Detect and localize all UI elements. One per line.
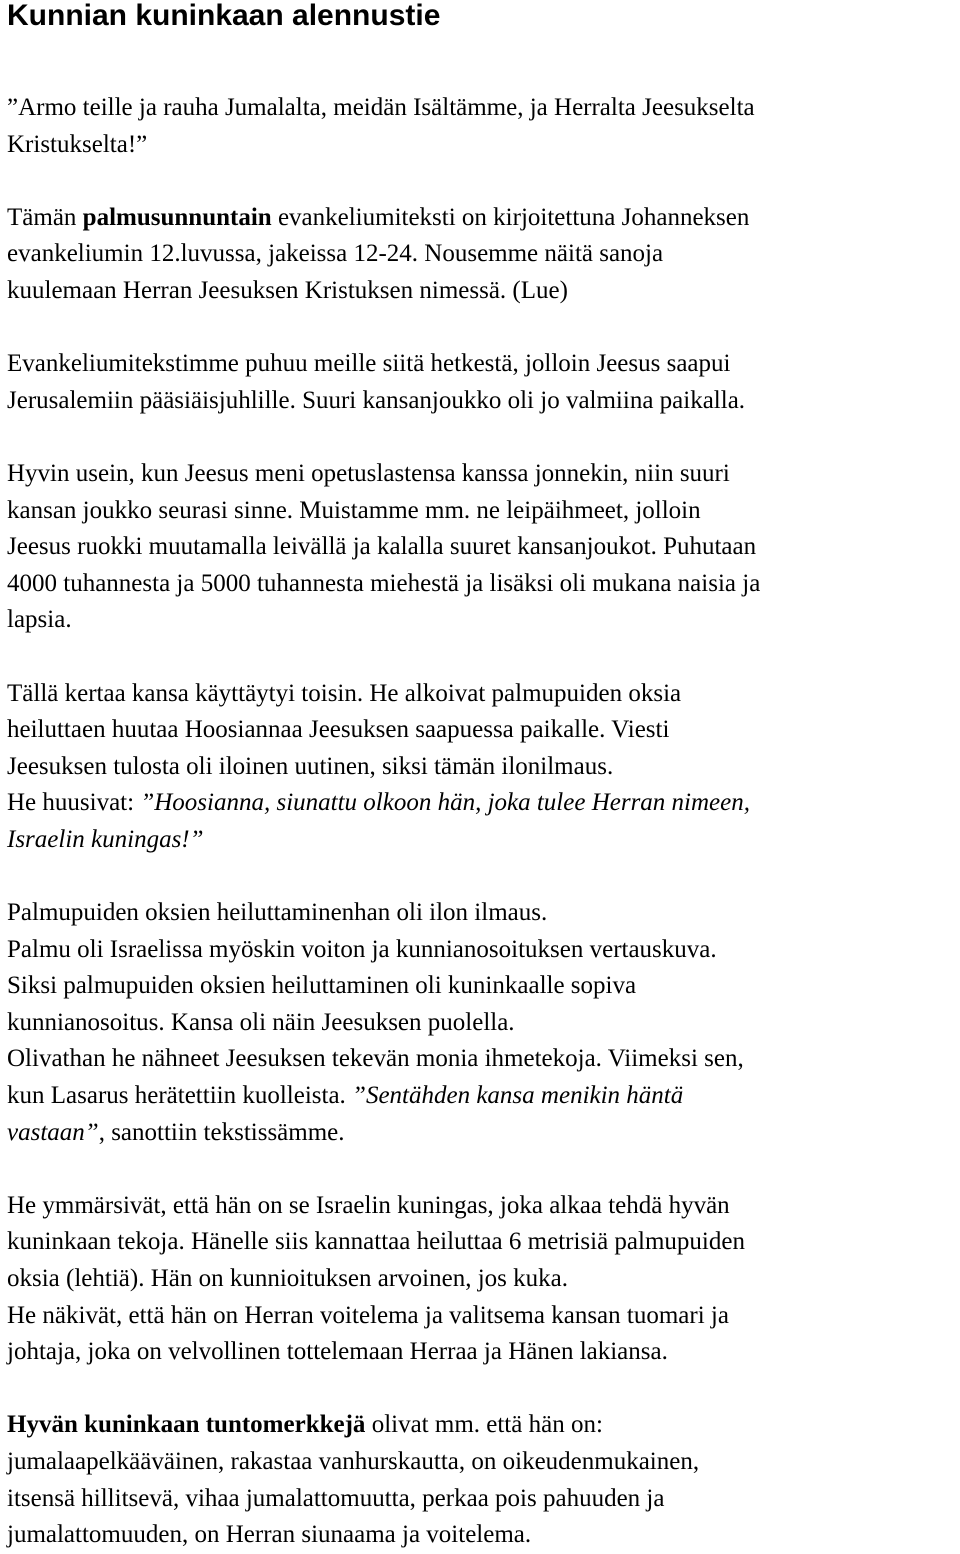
- text-run: Jeesus ruokki muutamalla leivällä ja kalalla suuret kansanjoukot. Puhutaan: [7, 533, 757, 561]
- text-line: [7, 456, 960, 493]
- paragraph: [7, 90, 960, 163]
- text-run: 4000 tuhannesta ja 5000 tuhannesta miehestä ja lisäksi oli mukana naisia ja: [7, 569, 761, 597]
- text-line: [7, 1188, 960, 1225]
- text-line: [7, 1261, 960, 1298]
- text-line: [7, 529, 960, 566]
- text-line: [7, 200, 960, 237]
- text-run: Tällä kertaa kansa käyttäytyi toisin. He alkoivat palmupuiden oksia: [7, 679, 682, 707]
- text-line: [7, 236, 960, 273]
- text-line: [7, 785, 960, 822]
- text-run: kuulemaan Herran Jeesuksen Kristuksen nimessä. (Lue): [7, 276, 568, 304]
- text-line: [7, 1005, 960, 1042]
- paragraph: [7, 1407, 960, 1553]
- text-run: kansan joukko seurasi sinne. Muistamme mm. ne leipäihmeet, jolloin: [7, 496, 701, 524]
- text-line: [7, 1115, 960, 1152]
- text-run: Jerusalemiin pääsiäisjuhlille. Suuri kansanjoukko oli jo valmiina paikalla.: [7, 386, 746, 414]
- text-line: [7, 1078, 960, 1115]
- text-line: [7, 895, 960, 932]
- text-run: olivat mm. että hän on:: [365, 1411, 603, 1439]
- text-line: [7, 1334, 960, 1371]
- text-run: Jeesuksen tulosta oli iloinen uutinen, siksi tämän ilonilmaus.: [7, 752, 614, 780]
- text-line: [7, 968, 960, 1005]
- text-line: [7, 1407, 960, 1444]
- text-run: Hyvin usein, kun Jeesus meni opetuslastensa kanssa jonnekin, niin suuri: [7, 459, 730, 487]
- text-line: [7, 1041, 960, 1078]
- text-run: kuninkaan tekoja. Hänelle siis kannattaa heiluttaa 6 metrisiä palmupuiden: [7, 1228, 745, 1256]
- paragraph: [7, 200, 960, 310]
- text-run: He näkivät, että hän on Herran voitelema ja valitsema kansan tuomari ja: [7, 1301, 729, 1329]
- text-line: [7, 566, 960, 603]
- text-run: johtaja, joka on velvollinen tottelemaan Herraa ja Hänen lakiansa.: [7, 1338, 668, 1366]
- text-line: [7, 346, 960, 383]
- text-run: He ymmärsivät, että hän on se Israelin kuningas, joka alkaa tehdä hyvän: [7, 1191, 730, 1219]
- document-title: Kunnian kuninkaan alennustie: [7, 0, 441, 32]
- paragraph: [7, 456, 960, 639]
- text-run: evankeliumin 12.luvussa, jakeissa 12-24. Nousemme näitä sanoja: [7, 240, 664, 268]
- text-run: oksia (lehtiä). Hän on kunnioituksen arvoinen, jos kuka.: [7, 1265, 568, 1292]
- text-line: [7, 1224, 960, 1261]
- text-line: [7, 90, 960, 127]
- text-run: evankeliumiteksti on kirjoitettuna Johanneksen: [271, 203, 750, 231]
- text-line: [7, 493, 960, 530]
- text-run: jumalaapelkääväinen, rakastaa vanhurskautta, on oikeudenmukainen,: [7, 1447, 700, 1475]
- paragraph: [7, 346, 960, 419]
- text-line: [7, 712, 960, 749]
- text-line: [7, 676, 960, 713]
- text-run: kun Lasarus herätettiin kuolleista.: [7, 1082, 353, 1110]
- text-line: [7, 1517, 960, 1554]
- text-run: Palmu oli Israelissa myöskin voiton ja kunnianosoituksen vertauskuva.: [7, 935, 717, 963]
- text-run: itsensä hillitsevä, vihaa jumalattomuutta, perkaa pois pahuuden ja: [7, 1484, 665, 1512]
- paragraph: [7, 676, 960, 859]
- text-line: [7, 602, 960, 639]
- italic-text: vastaan”: [7, 1118, 99, 1146]
- bold-text: Hyvän kuninkaan tuntomerkkejä: [7, 1411, 366, 1439]
- text-run: , sanottiin tekstissämme.: [98, 1118, 345, 1146]
- text-line: [7, 383, 960, 420]
- text-line: [7, 749, 960, 786]
- text-line: [7, 1481, 960, 1518]
- paragraph: [7, 1188, 960, 1371]
- italic-text: Israelin kuningas!”: [7, 825, 204, 853]
- text-run: kunnianosoitus. Kansa oli näin Jeesuksen puolella.: [7, 1008, 515, 1036]
- text-line: [7, 127, 960, 164]
- text-line: [7, 1444, 960, 1481]
- text-run: Tämän: [7, 203, 83, 231]
- text-line: [7, 932, 960, 969]
- text-run: Siksi palmupuiden oksien heiluttaminen oli kuninkaalle sopiva: [7, 972, 637, 1000]
- text-line: [7, 822, 960, 859]
- text-run: jumalattomuuden, on Herran siunaama ja voitelema.: [7, 1521, 532, 1549]
- italic-text: ”Hoosianna, siunattu olkoon hän, joka tulee Herran nimeen,: [140, 789, 750, 817]
- text-run: Evankeliumitekstimme puhuu meille siitä hetkestä, jolloin Jeesus saapui: [7, 350, 731, 378]
- text-run: He huusivat:: [7, 789, 141, 817]
- document-body: [7, 90, 960, 1554]
- italic-text: ”Sentähden kansa menikin häntä: [352, 1082, 684, 1110]
- text-run: heiluttaen huutaa Hoosiannaa Jeesuksen saapuessa paikalle. Viesti: [7, 716, 670, 744]
- bold-text: palmusunnuntain: [82, 203, 272, 231]
- text-run: Palmupuiden oksien heiluttaminenhan oli ilon ilmaus.: [7, 899, 548, 927]
- text-run: Olivathan he nähneet Jeesuksen tekevän monia ihmetekoja. Viimeksi sen,: [7, 1045, 744, 1073]
- paragraph: [7, 895, 960, 1151]
- text-run: Kristukselta!”: [7, 130, 148, 158]
- text-line: [7, 273, 960, 310]
- text-run: ”Armo teille ja rauha Jumalalta, meidän Isältämme, ja Herralta Jeesukselta: [7, 94, 755, 121]
- text-run: lapsia.: [7, 606, 72, 634]
- text-line: [7, 1298, 960, 1335]
